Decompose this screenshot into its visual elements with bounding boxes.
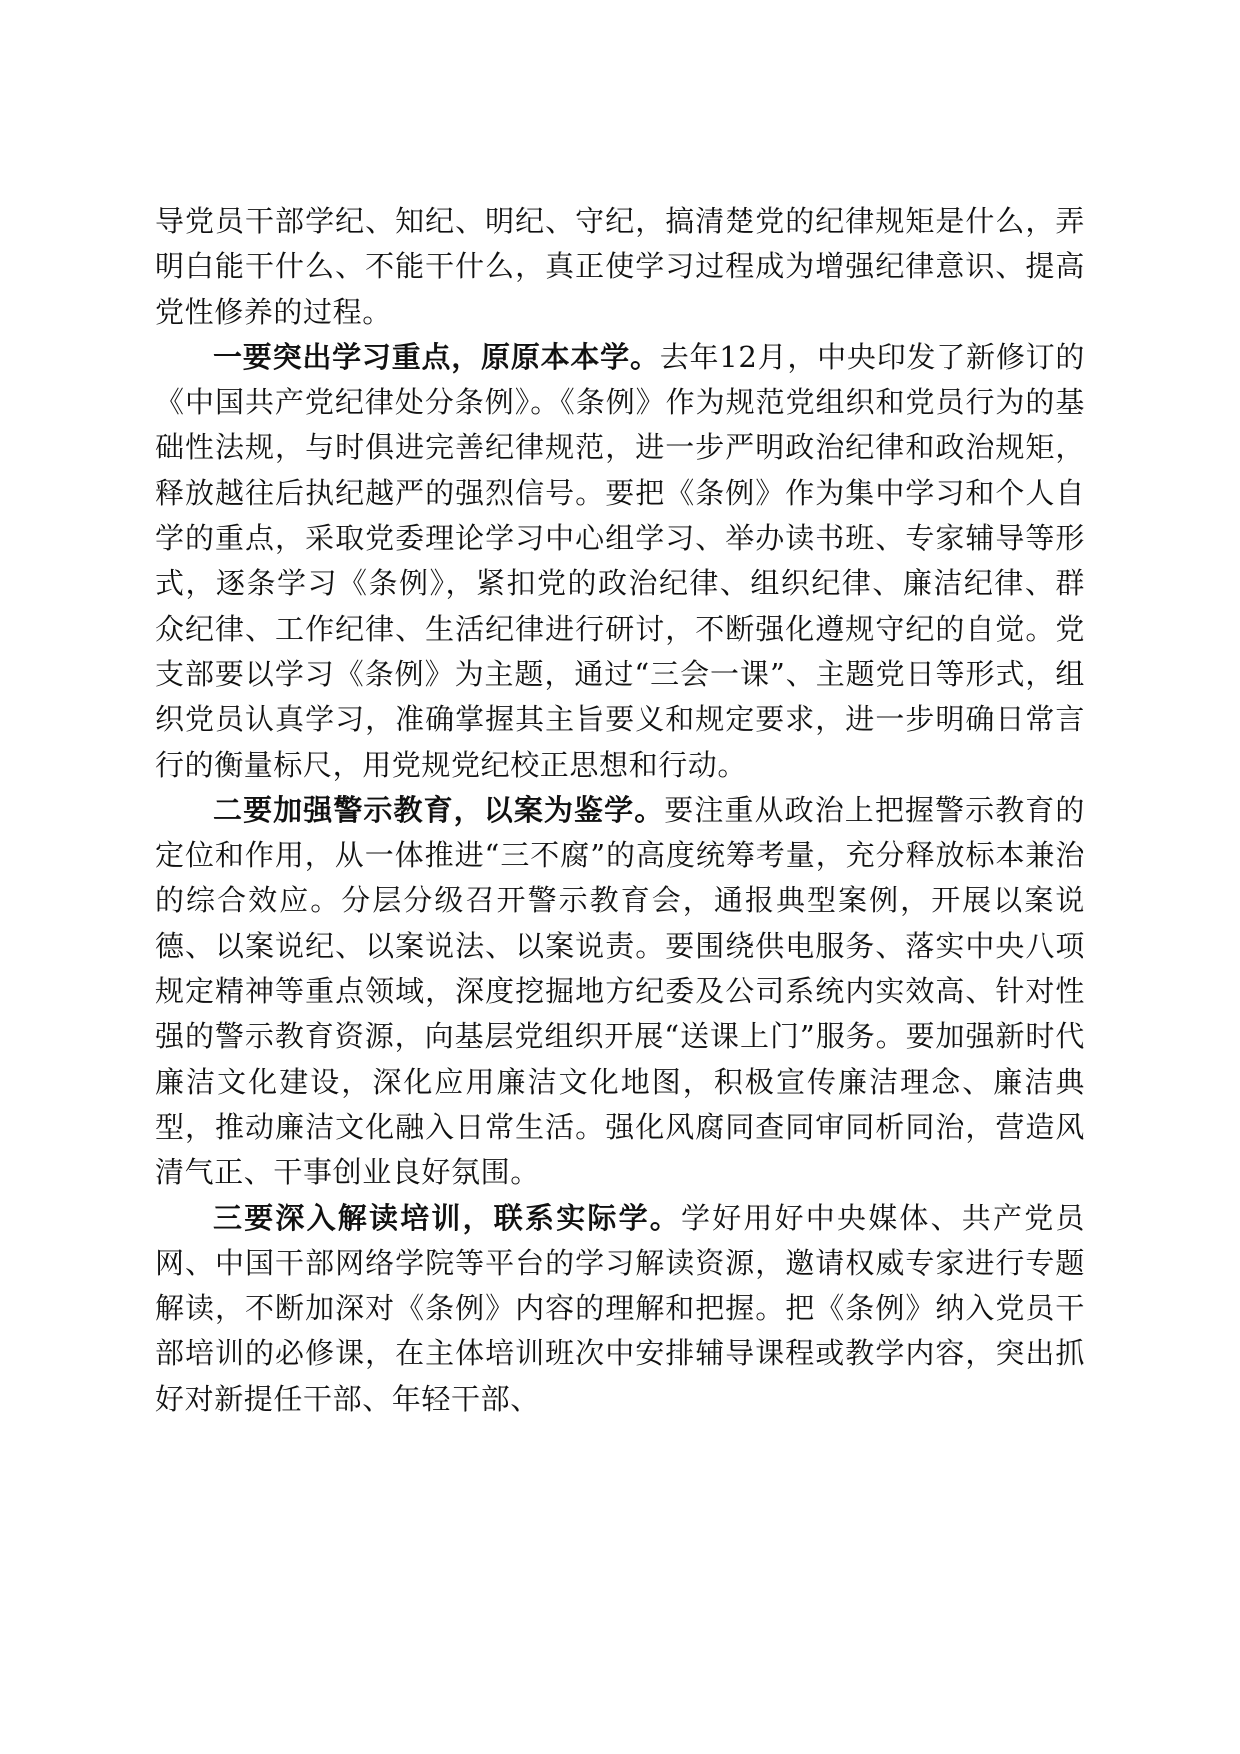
paragraph-point-two: [155, 788, 1085, 1196]
paragraph-heading: 三要深入解读培训，联系实际学。: [213, 1200, 681, 1235]
document-page: [155, 199, 1085, 1422]
paragraph-point-one: [155, 335, 1085, 788]
paragraph-heading: 一要突出学习重点，原原本本学。: [213, 339, 660, 374]
paragraph-text: 导党员干部学纪、知纪、明纪、守纪，搞清楚党的纪律规矩是什么，弄明白能干什么、不能干什么，真正使学习过程成为增强纪律意识、提高党性修养的过程。: [155, 204, 1085, 329]
paragraph-point-three: [155, 1196, 1085, 1422]
paragraph-intro: [155, 199, 1085, 335]
paragraph-text: 要注重从政治上把握警示教育的定位和作用，从一体推进“三不腐”的高度统筹考量，充分释放标本兼治的综合效应。分层分级召开警示教育会，通报典型案例，开展以案说德、以案说纪、以案说法、以案说责。要围绕供电服务、落实中央八项规定精神等重点领域，深度挖掘地方纪委及公司系统内实效高、针对性强的警示教育资源，向基层党组织开展“送课上门”服务。要加强新时代廉洁文化建设，深化应用廉洁文化地图，积极宣传廉洁理念、廉洁典型，推动廉洁文化融入日常生活。强化风腐同查同审同析同治，营造风清气正、干事创业良好氛围。: [155, 792, 1085, 1190]
paragraph-heading: 二要加强警示教育，以案为鉴学。: [213, 792, 665, 827]
paragraph-text: 学好用好中央媒体、共产党员网、中国干部网络学院等平台的学习解读资源，邀请权威专家进行专题解读，不断加深对《条例》内容的理解和把握。把《条例》纳入党员干部培训的必修课，在主体培训班次中安排辅导课程或教学内容，突出抓好对新提任干部、年轻干部、: [155, 1200, 1085, 1416]
paragraph-text: 去年12月，中央印发了新修订的《中国共产党纪律处分条例》。《条例》作为规范党组织和党员行为的基础性法规，与时俱进完善纪律规范，进一步严明政治纪律和政治规矩，释放越往后执纪越严的强烈信号。要把《条例》作为集中学习和个人自学的重点，采取党委理论学习中心组学习、举办读书班、专家辅导等形式，逐条学习《条例》，紧扣党的政治纪律、组织纪律、廉洁纪律、群众纪律、工作纪律、生活纪律进行研讨，不断强化遵规守纪的自觉。党支部要以学习《条例》为主题，通过“三会一课”、主题党日等形式，组织党员认真学习，准确掌握其主旨要义和规定要求，进一步明确日常言行的衡量标尺，用党规党纪校正思想和行动。: [155, 339, 1085, 782]
